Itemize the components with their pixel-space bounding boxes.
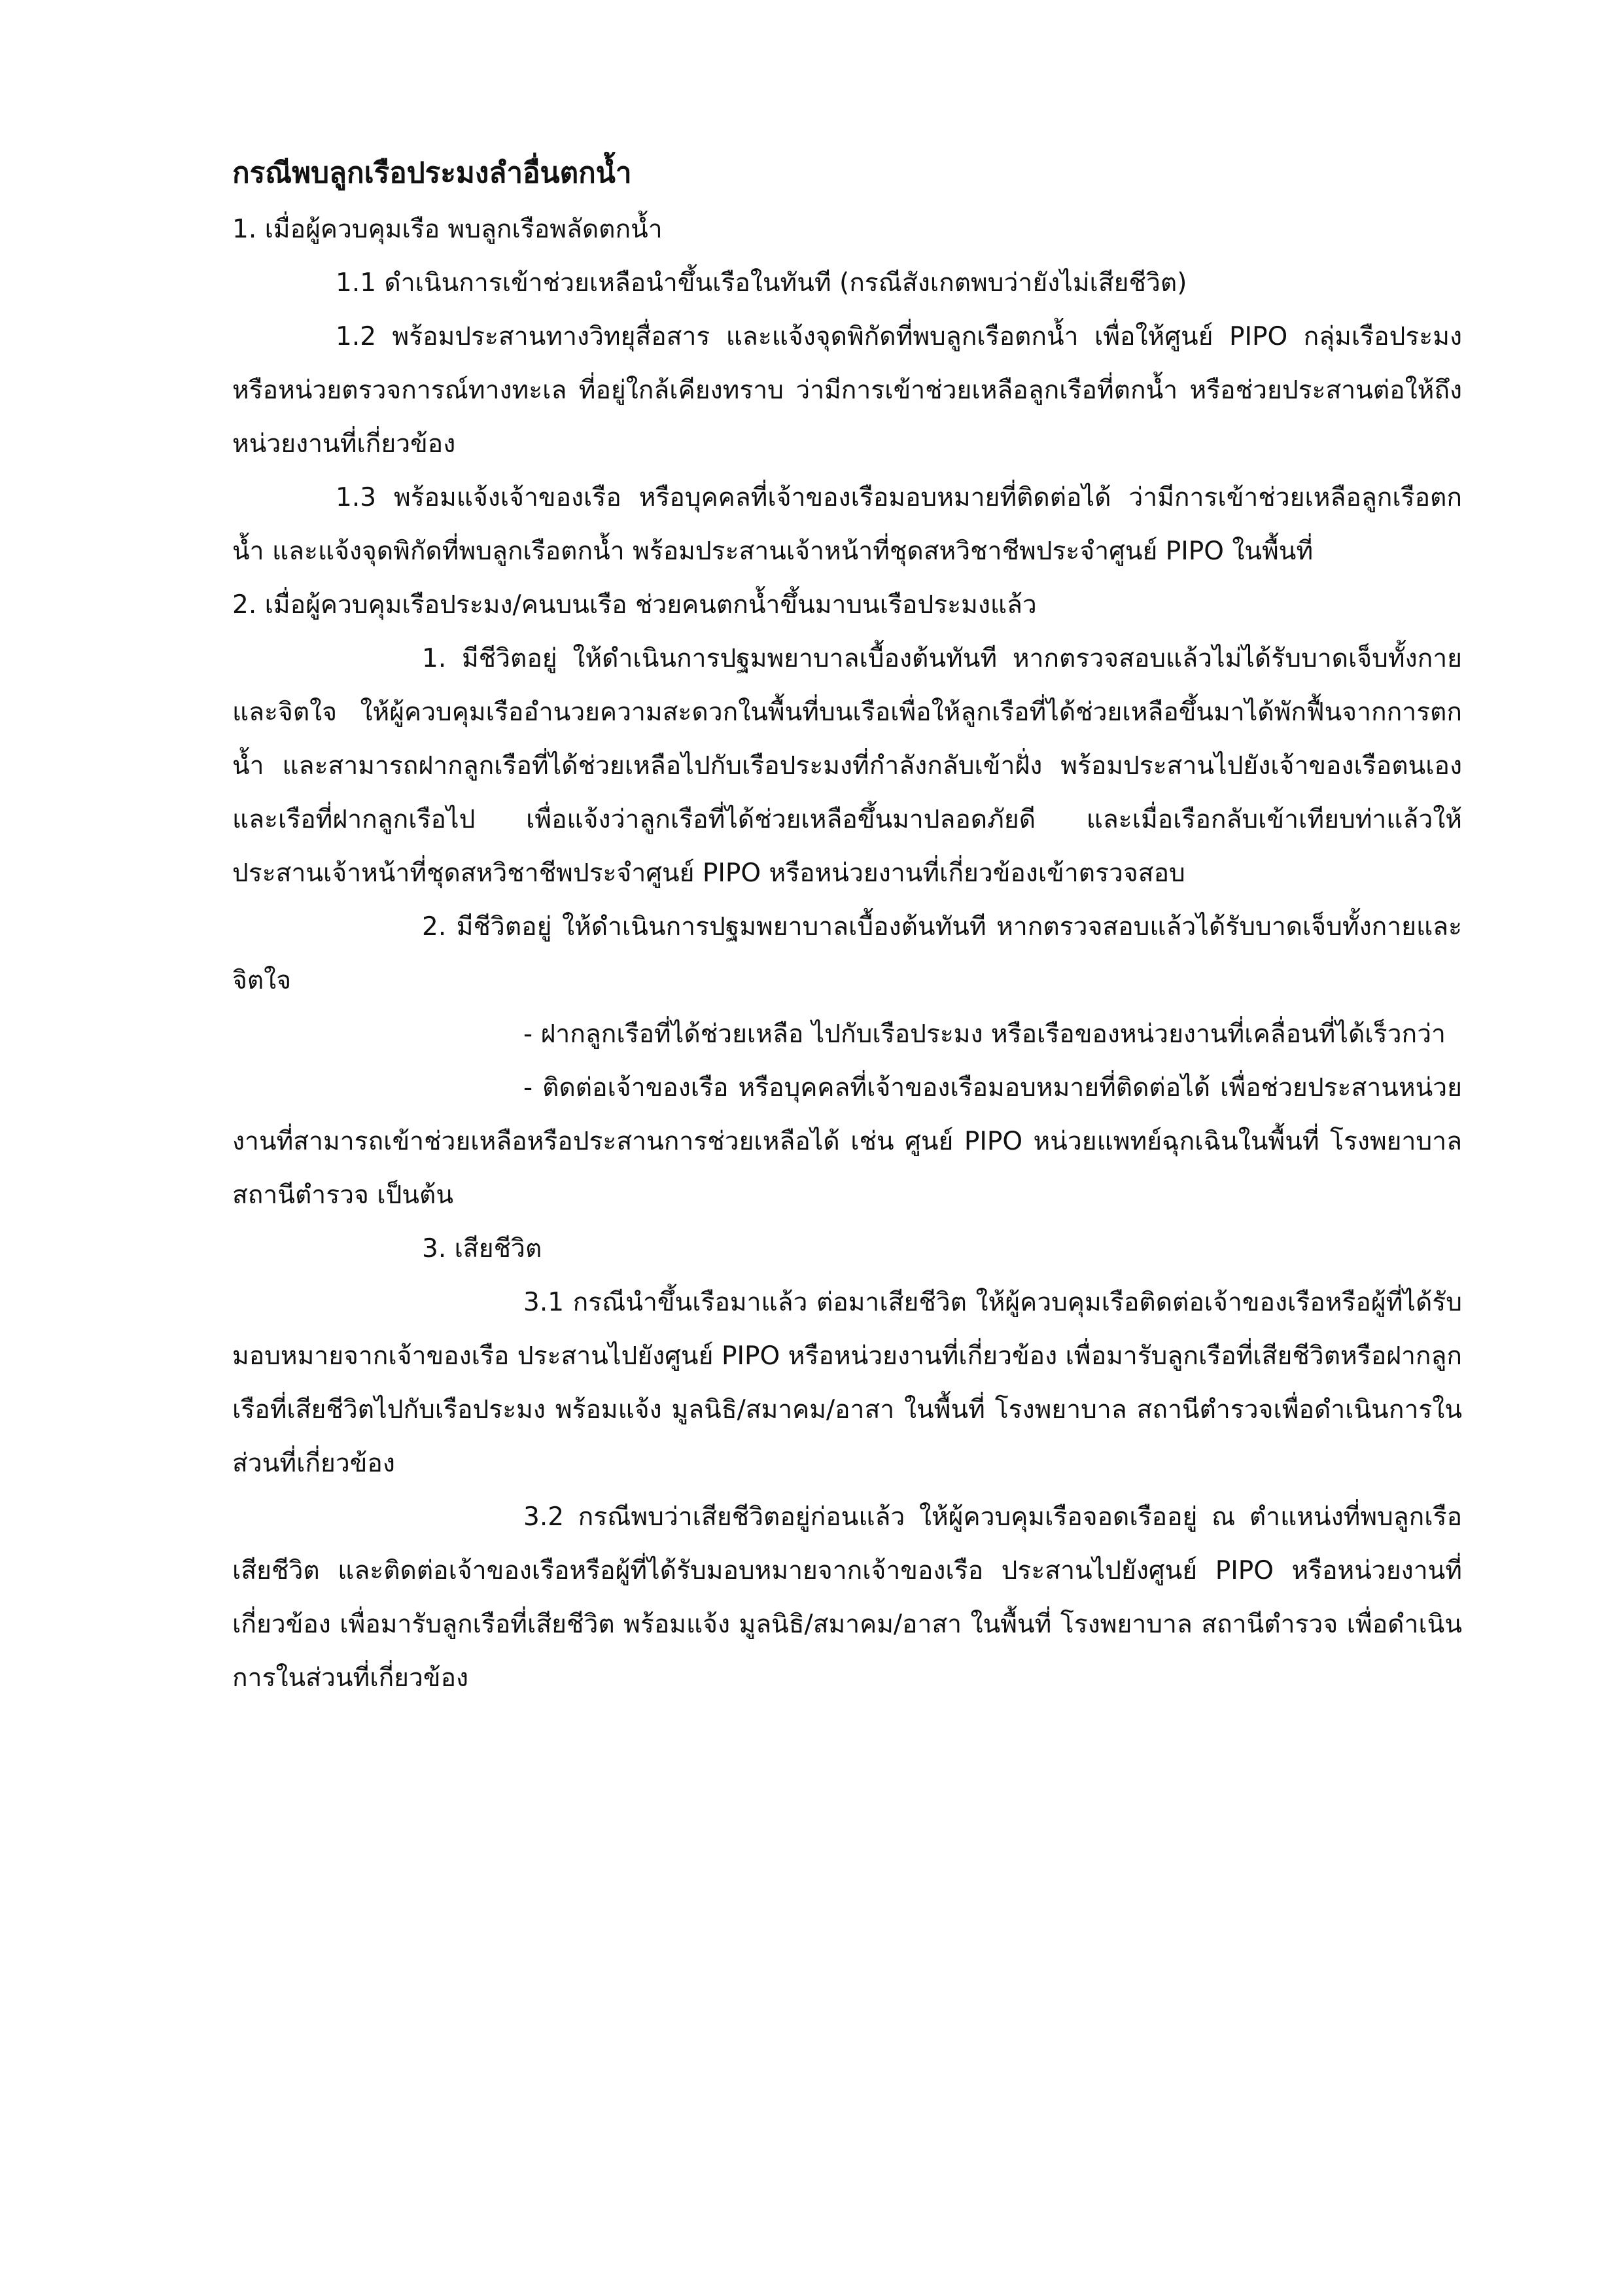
item-2-1-alive-uninjured: 1. มีชีวิตอยู่ ให้ดำเนินการปฐมพยาบาลเบื้องต้นทันที หากตรวจสอบแล้วไม่ได้รับบาดเจ็บทั้งกายและจิตใจ ให้ผู้ควบคุมเรืออำนวยความสะดวกในพื้นที่บนเรือเพื่อให้ลูกเรือที่ได้ช่วยเหลือขึ้นมาได้พักฟื้นจากการตกน้ำ และสามารถฝากลูกเรือที่ได้ช่วยเหลือไปกับเรือประมงที่กำลังกลับเข้าฝั่ง พร้อมประสานไปยังเจ้าของเรือตนเองและเรือที่ฝากลูกเรือไป เพื่อแจ้งว่าลูกเรือที่ได้ช่วยเหลือขึ้นมาปลอดภัยดี และเมื่อเรือกลับเข้าเทียบท่าแล้วให้ประสานเจ้าหน้าที่ชุดสหวิชาชีพประจำศูนย์ PIPO หรือหน่วยงานที่เกี่ยวข้องเข้าตรวจสอบ — [232, 644, 1462, 888]
bullet-send-with-boat: - ฝากลูกเรือที่ได้ช่วยเหลือ ไปกับเรือประมง หรือเรือของหน่วยงานที่เคลื่อนที่ได้เร็วกว่า — [523, 1019, 1446, 1049]
item-3-2: 3.2 กรณีพบว่าเสียชีวิตอยู่ก่อนแล้ว ให้ผู้ควบคุมเรือจอดเรืออยู่ ณ ตำแหน่งที่พบลูกเรือเสียชีวิต และติดต่อเจ้าของเรือหรือผู้ที่ได้รับมอบหมายจากเจ้าของเรือ ประสานไปยังศูนย์ PIPO หรือหน่วยงานที่เกี่ยวข้อง เพื่อมารับลูกเรือที่เสียชีวิต พร้อมแจ้ง มูลนิธิ/สมาคม/อาสา ในพื้นที่ โรงพยาบาล สถานีตำรวจ เพื่อดำเนินการในส่วนที่เกี่ยวข้อง — [232, 1502, 1462, 1693]
item-1-1: 1.1 ดำเนินการเข้าช่วยเหลือนำขึ้นเรือในทันที (กรณีสังเกตพบว่ายังไม่เสียชีวิต) — [336, 268, 1187, 298]
item-2-3-deceased: 3. เสียชีวิต — [422, 1234, 542, 1263]
item-1-3: 1.3 พร้อมแจ้งเจ้าของเรือ หรือบุคคลที่เจ้าของเรือมอบหมายที่ติดต่อได้ ว่ามีการเข้าช่วยเหลือลูกเรือตกน้ำ และแจ้งจุดพิกัดที่พบลูกเรือตกน้ำ พร้อมประสานเจ้าหน้าที่ชุดสหวิชาชีพประจำศูนย์ PIPO ในพื้นที่ — [232, 483, 1462, 566]
page-title: กรณีพบลูกเรือประมงลำอื่นตกน้ำ — [232, 156, 632, 190]
document-body — [232, 144, 1462, 1705]
bullet-contact-owner: - ติดต่อเจ้าของเรือ หรือบุคคลที่เจ้าของเรือมอบหมายที่ติดต่อได้ เพื่อช่วยประสานหน่วยงานที่สามารถเข้าช่วยเหลือหรือประสานการช่วยเหลือได้ เช่น ศูนย์ PIPO หน่วยแพทย์ฉุกเฉินในพื้นที่ โรงพยาบาล สถานีตำรวจ เป็นต้น — [232, 1073, 1462, 1210]
item-2-2-alive-injured: 2. มีชีวิตอยู่ ให้ดำเนินการปฐมพยาบาลเบื้องต้นทันที หากตรวจสอบแล้วได้รับบาดเจ็บทั้งกายและจิตใจ — [232, 912, 1462, 995]
item-1-2: 1.2 พร้อมประสานทางวิทยุสื่อสาร และแจ้งจุดพิกัดที่พบลูกเรือตกน้ำ เพื่อให้ศูนย์ PIPO กลุ่มเรือประมง หรือหน่วยตรวจการณ์ทางทะเล ที่อยู่ใกล้เคียงทราบ ว่ามีการเข้าช่วยเหลือลูกเรือที่ตกน้ำ หรือช่วยประสานต่อให้ถึงหน่วยงานที่เกี่ยวข้อง — [232, 322, 1462, 459]
item-3-1: 3.1 กรณีนำขึ้นเรือมาแล้ว ต่อมาเสียชีวิต ให้ผู้ควบคุมเรือติดต่อเจ้าของเรือหรือผู้ที่ได้รับมอบหมายจากเจ้าของเรือ ประสานไปยังศูนย์ PIPO หรือหน่วยงานที่เกี่ยวข้อง เพื่อมารับลูกเรือที่เสียชีวิตหรือฝากลูกเรือที่เสียชีวิตไปกับเรือประมง พร้อมแจ้ง มูลนิธิ/สมาคม/อาสา ในพื้นที่ โรงพยาบาล สถานีตำรวจเพื่อดำเนินการในส่วนที่เกี่ยวข้อง — [232, 1288, 1462, 1478]
section-1-heading: 1. เมื่อผู้ควบคุมเรือ พบลูกเรือพลัดตกน้ำ — [232, 215, 663, 244]
section-2-heading: 2. เมื่อผู้ควบคุมเรือประมง/คนบนเรือ ช่วยคนตกน้ำขึ้นมาบนเรือประมงแล้ว — [232, 590, 1037, 620]
